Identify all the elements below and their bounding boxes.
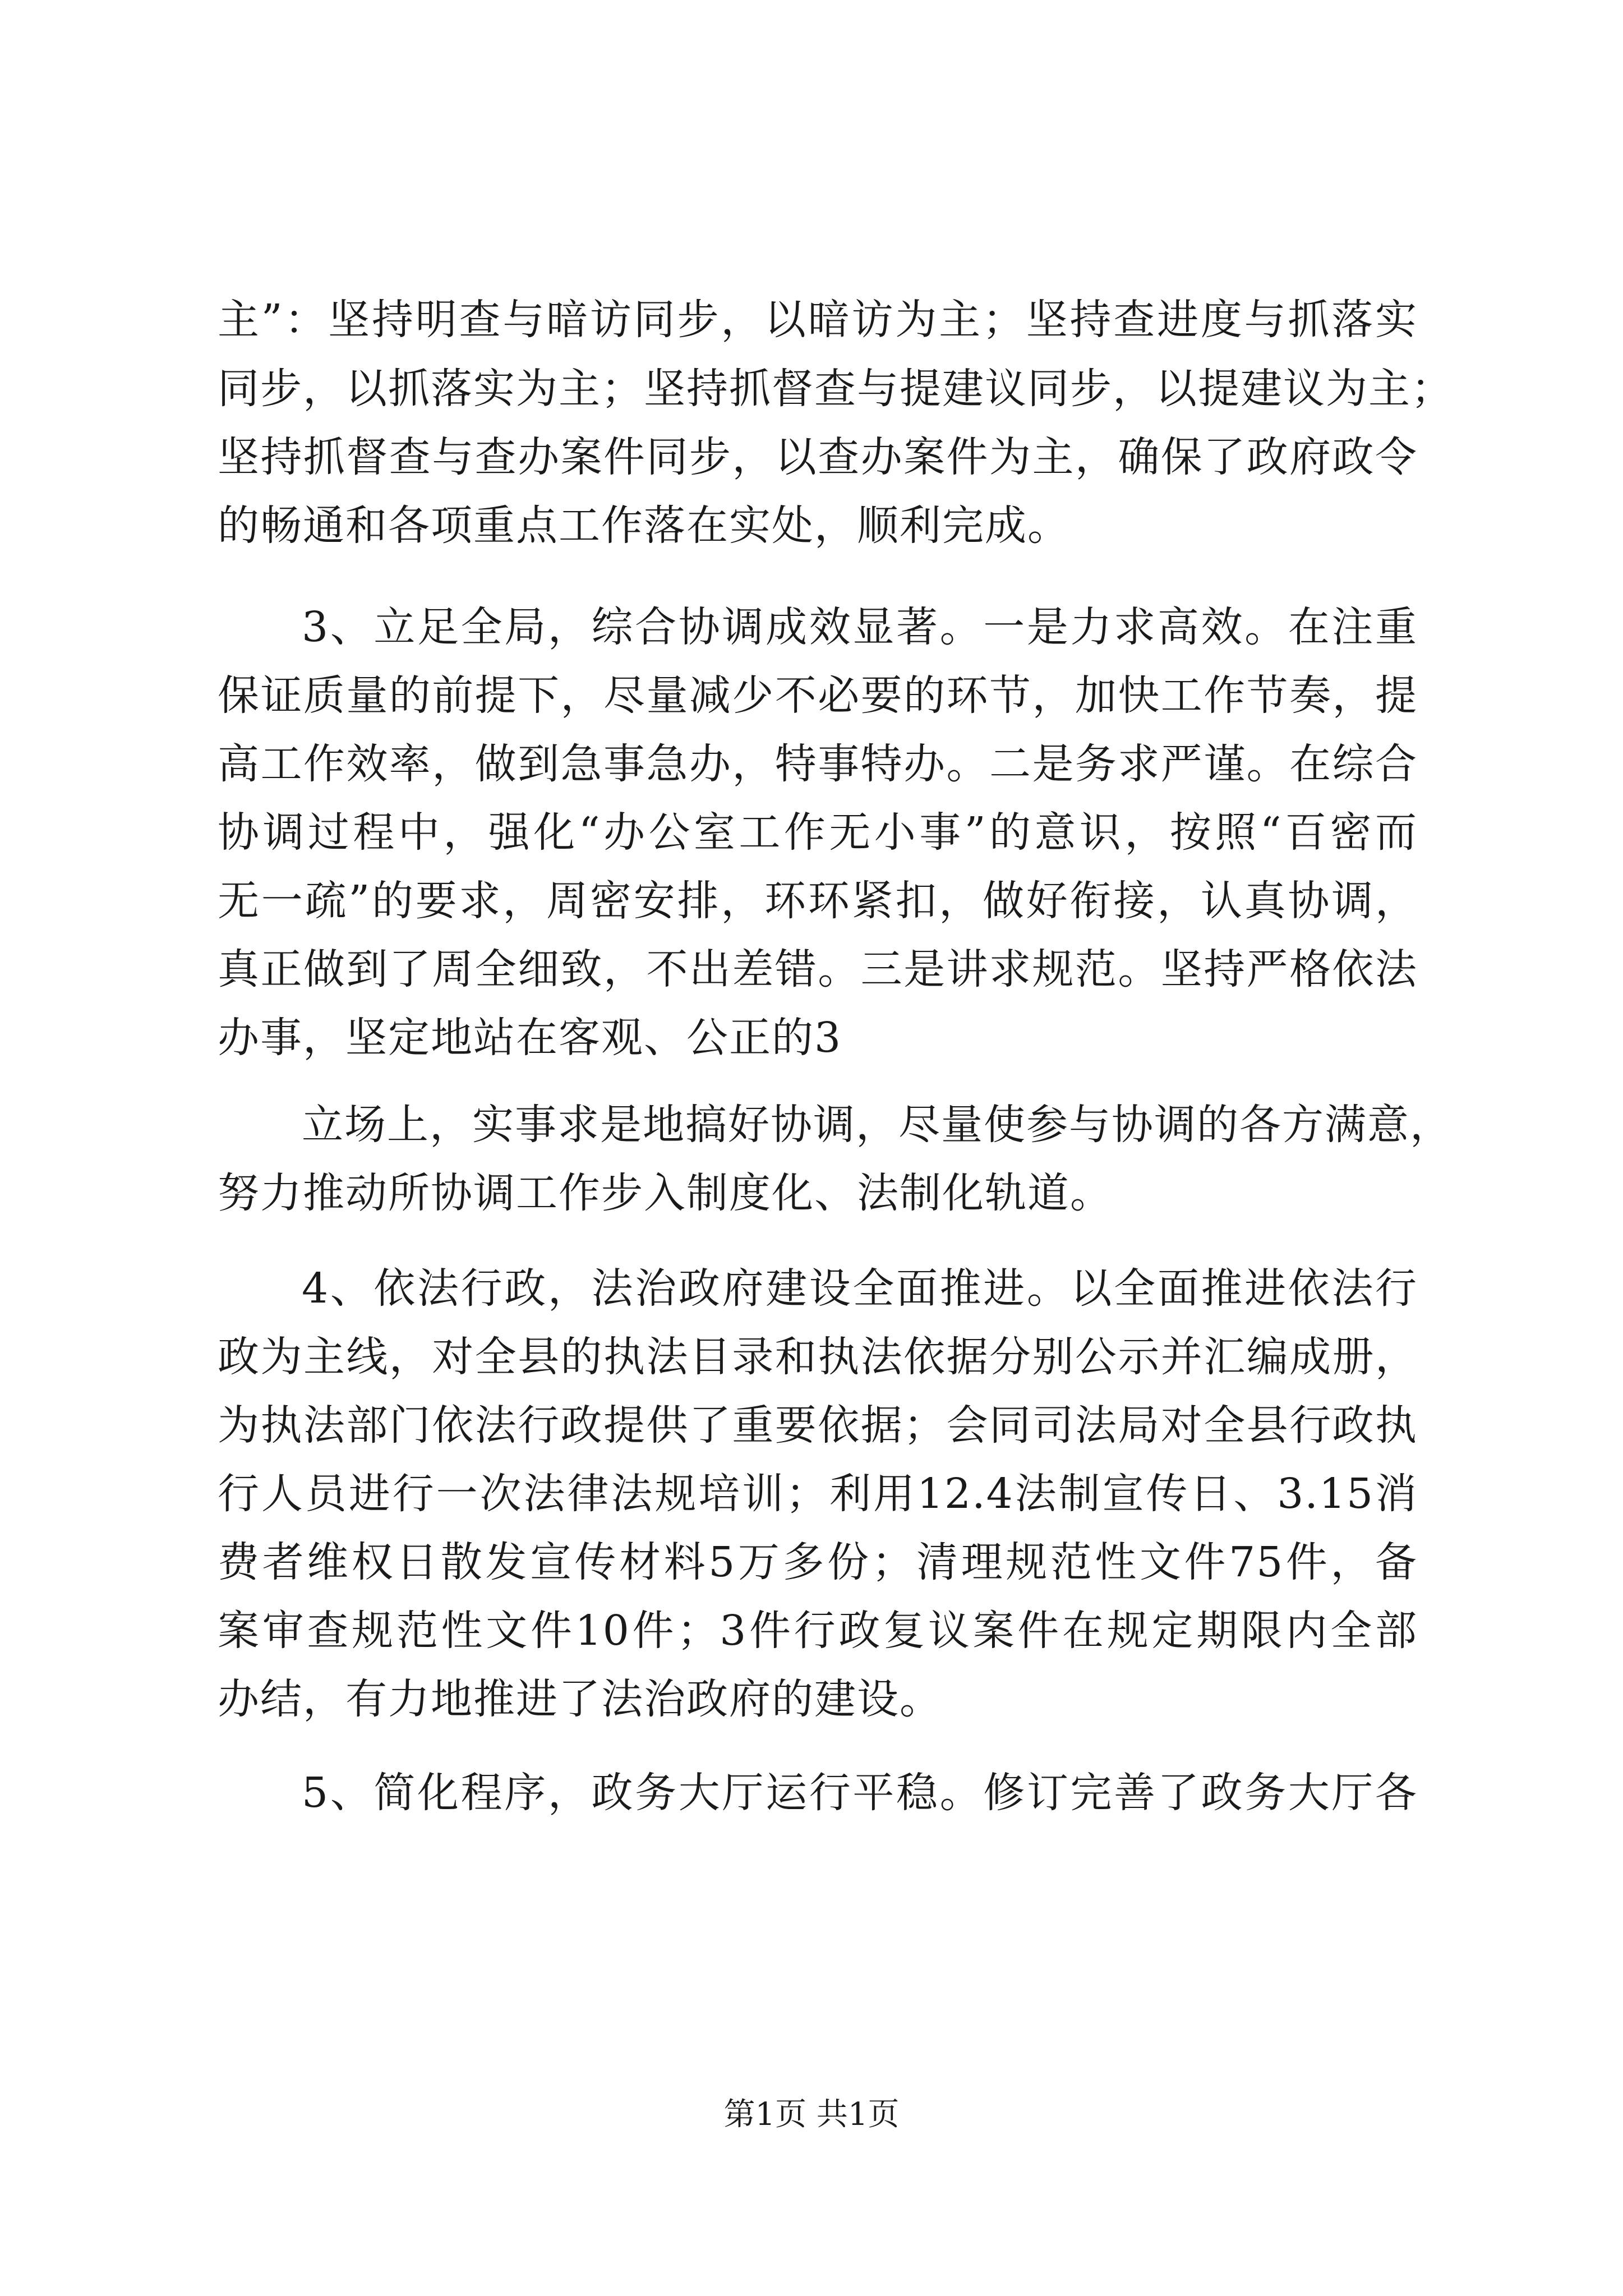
- text-line: 案审查规范性文件10件；3件行政复议案件在规定期限内全部: [218, 1607, 1418, 1655]
- text-line: 同步，以抓落实为主；坚持抓督查与提建议同步，以提建议为主；: [218, 365, 1454, 413]
- text-line: 努力推动所协调工作步入制度化、法制化轨道。: [218, 1169, 1113, 1217]
- text-line: 保证质量的前提下，尽量减少不必要的环节，加快工作节奏，提: [218, 671, 1418, 720]
- text-line: 为执法部门依法行政提供了重要依据；会同司法局对全县行政执: [218, 1401, 1418, 1450]
- text-line: 行人员进行一次法律法规培训；利用12.4法制宣传日、3.15消: [218, 1470, 1418, 1518]
- text-line: 坚持抓督查与查办案件同步，以查办案件为主，确保了政府政令: [218, 433, 1418, 481]
- text-line: 的畅通和各项重点工作落在实处，顺利完成。: [218, 501, 1070, 550]
- text-line: 协调过程中，强化“办公室工作无小事”的意识，按照“百密而: [218, 808, 1418, 857]
- paragraph-first-line: 4、依法行政，法治政府建设全面推进。以全面推进依法行: [302, 1264, 1418, 1313]
- page-footer: 第1页 共1页: [723, 2096, 900, 2133]
- paragraph-first-line: 立场上，实事求是地搞好协调，尽量使参与协调的各方满意，: [302, 1101, 1453, 1149]
- text-line: 无一疏”的要求，周密安排，环环紧扣，做好衔接，认真协调，: [218, 877, 1418, 925]
- paragraph-first-line: 3、立足全局，综合协调成效显著。一是力求高效。在注重: [302, 603, 1418, 651]
- text-line: 办结，有力地推进了法治政府的建设。: [218, 1675, 942, 1723]
- text-line: 高工作效率，做到急事急办，特事特办。二是务求严谨。在综合: [218, 740, 1418, 788]
- text-line: 费者维权日散发宣传材料5万多份；清理规范性文件75件，备: [218, 1538, 1418, 1586]
- text-line: 办事，坚定地站在客观、公正的3: [218, 1014, 842, 1062]
- paragraph-first-line: 5、简化程序，政务大厅运行平稳。修订完善了政务大厅各: [302, 1769, 1418, 1817]
- text-line: 政为主线，对全县的执法目录和执法依据分别公示并汇编成册，: [218, 1333, 1418, 1381]
- text-line: 主”：坚持明查与暗访同步，以暗访为主；坚持查进度与抓落实: [218, 296, 1418, 344]
- text-line: 真正做到了周全细致，不出差错。三是讲求规范。坚持严格依法: [218, 945, 1418, 993]
